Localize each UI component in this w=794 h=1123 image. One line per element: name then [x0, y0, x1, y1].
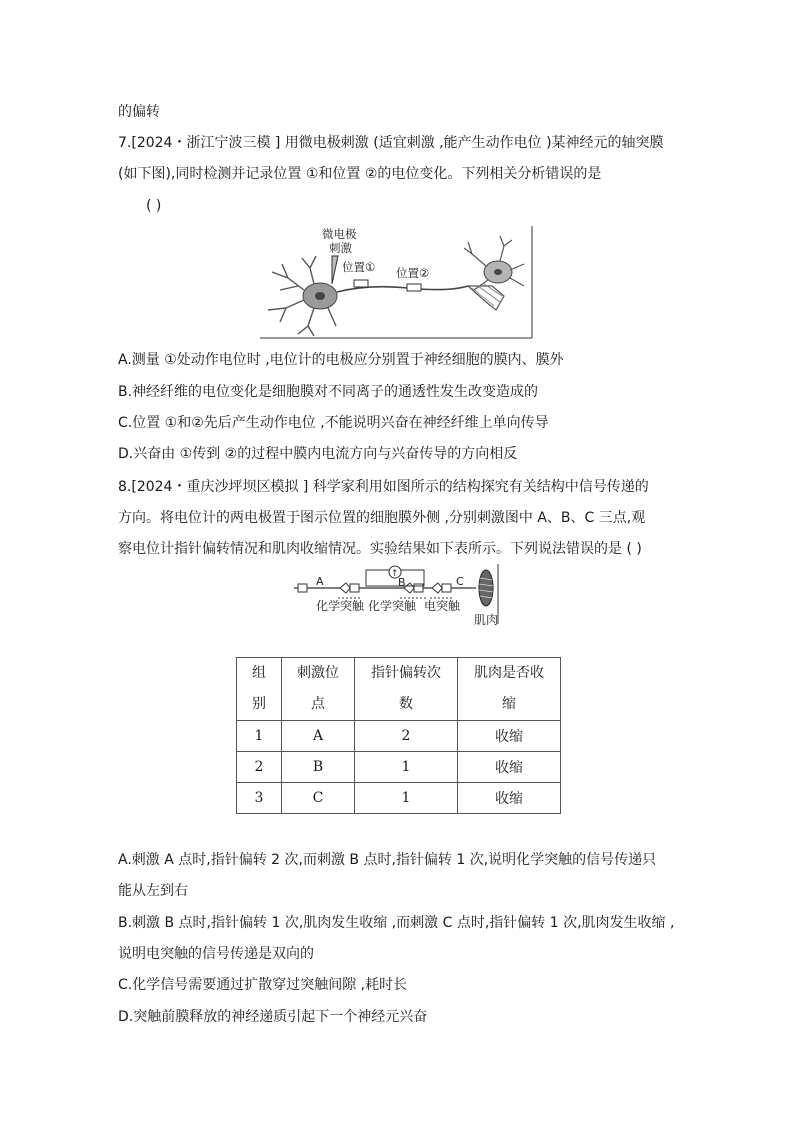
- q8-option-c: C.化学信号需要通过扩散穿过突触间隙 ,耗时长: [118, 977, 408, 993]
- results-table: [236, 657, 561, 814]
- point-b-label: B: [398, 576, 406, 589]
- table-cell: C: [282, 783, 355, 814]
- q8-stem-line-1: 8.[2024・重庆沙坪坝区模拟 ] 科学家利用如图所示的结构探究有关结构中信号传递的: [118, 479, 649, 495]
- table-cell: 3: [237, 783, 282, 814]
- table-cell: 收缩: [458, 752, 561, 783]
- synapse-3-terminal: [432, 583, 442, 593]
- q7-answer-bracket: ( ): [146, 198, 162, 214]
- q7-stem-line-2: (如下图),同时检测并记录位置 ①和位置 ②的电位变化。下列相关分析错误的是: [118, 166, 602, 182]
- table-header-row: [237, 658, 561, 721]
- q7-option-c: C.位置 ①和②先后产生动作电位 ,不能说明兴奋在神经纤维上单向传导: [118, 415, 549, 431]
- table-cell: 1: [355, 783, 458, 814]
- table-cell: 1: [237, 721, 282, 752]
- table-cell: 收缩: [458, 721, 561, 752]
- header-muscle: 肌肉是否收 缩: [458, 658, 561, 721]
- point-a-label: A: [316, 575, 324, 588]
- table-cell: 2: [237, 752, 282, 783]
- table-cell: B: [282, 752, 355, 783]
- q8-stem-line-3: 察电位计指针偏转情况和肌肉收缩情况。实验结果如下表所示。下列说法错误的是 ( ): [118, 541, 642, 557]
- table-cell: A: [282, 721, 355, 752]
- chem-synapse-label-2: 化学突触: [368, 599, 417, 613]
- position-1-label: 位置①: [342, 260, 376, 274]
- q8-option-a-line-1: A.刺激 A 点时,指针偏转 2 次,而刺激 B 点时,指针偏转 1 次,说明化学突触的信号传递只: [118, 852, 657, 868]
- q8-option-b-line-1: B.刺激 B 点时,指针偏转 1 次,肌肉发生收缩 ,而刺激 C 点时,指针偏转 1 次,肌肉发生收缩 ,: [118, 915, 675, 931]
- position-2-marker: [407, 284, 421, 291]
- electrode-label-2: 刺激: [329, 241, 352, 255]
- chem-synapse-label-1: 化学突触: [316, 599, 365, 613]
- muscle: [479, 570, 493, 606]
- left-neuron: [268, 256, 337, 336]
- table-row: [237, 783, 561, 814]
- continuation-text: 的偏转: [118, 104, 160, 120]
- position-2-label: 位置②: [396, 266, 430, 280]
- q7-stem-line-1: 7.[2024・浙江宁波三模 ] 用微电极刺激 (适宜刺激 ,能产生动作电位 )某神经元的轴突膜: [118, 135, 664, 151]
- table-row: [237, 752, 561, 783]
- header-deflections: 指针偏转次 数: [355, 658, 458, 721]
- q7-option-a: A.测量 ①处动作电位时 ,电位计的电极应分别置于神经细胞的膜内、膜外: [118, 352, 564, 368]
- muscle-label: 肌肉: [474, 613, 499, 627]
- electrical-synapse-label: 电突触: [424, 599, 461, 613]
- table-row: [237, 721, 561, 752]
- q8-option-b-line-2: 说明电突触的信号传递是双向的: [118, 946, 314, 962]
- synapse-1-terminal: [340, 583, 350, 593]
- electrode-label-1: 微电极: [322, 227, 357, 241]
- q8-stem-line-2: 方向。将电位计的两电极置于图示位置的细胞膜外侧 ,分别刺激图中 A、B、C 三点,观: [118, 510, 646, 526]
- microelectrode: [332, 256, 338, 284]
- neuron-1-body: [298, 584, 307, 592]
- point-c-label: C: [456, 575, 464, 588]
- table-cell: 1: [355, 752, 458, 783]
- table-cell: 收缩: [458, 783, 561, 814]
- q8-option-a-line-2: 能从左到右: [118, 883, 188, 899]
- neuron-figure: [258, 226, 534, 340]
- header-group: 组 别: [237, 658, 282, 721]
- q8-option-d: D.突触前膜释放的神经递质引起下一个神经元兴奋: [118, 1009, 428, 1025]
- header-stim-point: 刺激位 点: [282, 658, 355, 721]
- right-neuron: [464, 236, 524, 310]
- table-cell: 2: [355, 721, 458, 752]
- q7-option-b: B.神经纤维的电位变化是细胞膜对不同离子的通透性发生改变造成的: [118, 384, 539, 400]
- position-1-marker: [354, 280, 368, 287]
- q7-option-d: D.兴奋由 ①传到 ②的过程中膜内电流方向与兴奋传导的方向相反: [118, 446, 518, 462]
- galvanometer-needle: ↑: [391, 569, 399, 579]
- synapse-figure: [290, 564, 504, 628]
